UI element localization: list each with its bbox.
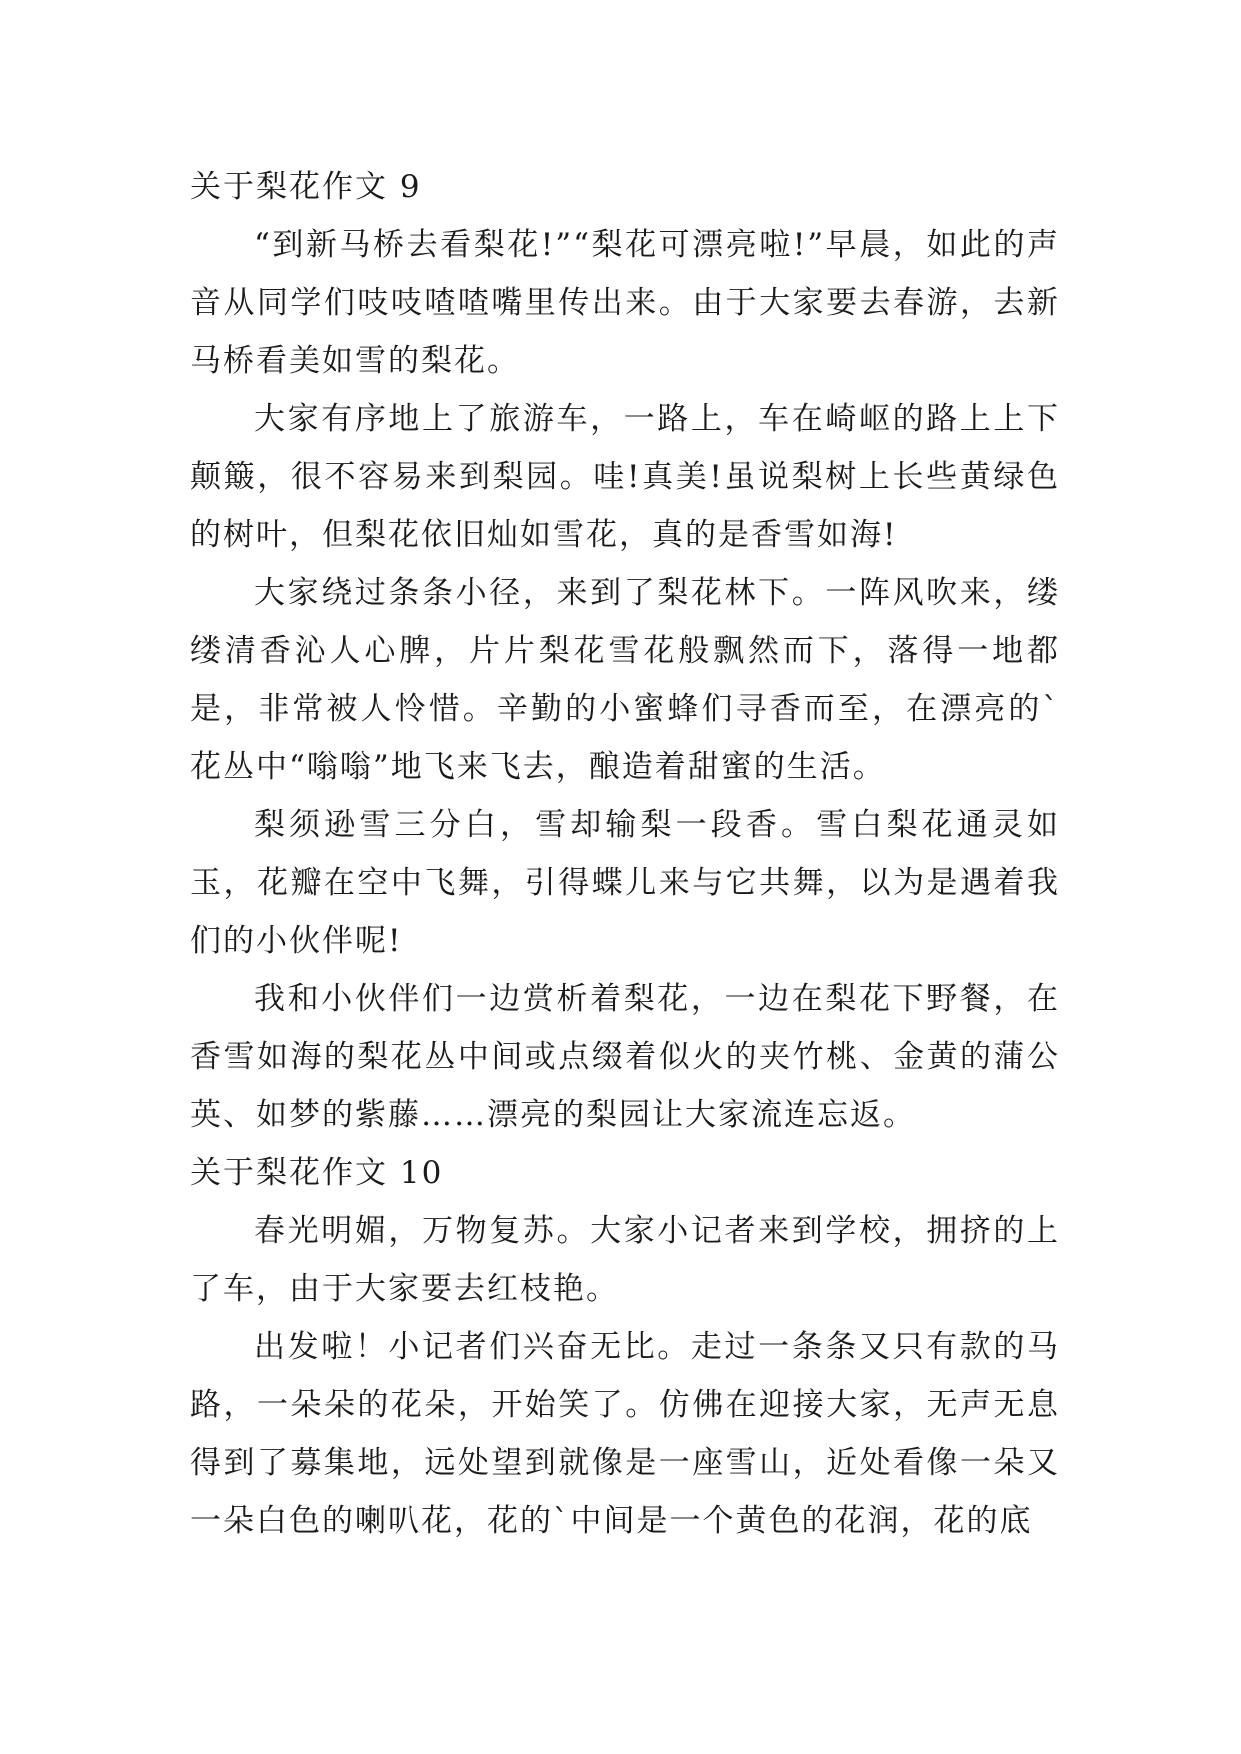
paragraph: 出发啦！小记者们兴奋无比。走过一条条又只有款的马路，一朵朵的花朵，开始笑了。仿佛在迎接大家，无声无息得到了募集地，远处望到就像是一座雪山，近处看像一朵又一朵白色的喇叭花，花的`中间是一个黄色的花润，花的底 [190,1329,1060,1539]
paragraph: 我和小伙伴们一边赏析着梨花，一边在梨花下野餐，在香雪如海的梨花丛中间或点缀着似火的夹竹桃、金黄的蒲公英、如梦的紫藤……漂亮的梨园让大家流连忘返。 [190,981,1060,1133]
document-body [190,158,1060,1550]
paragraph: 梨须逊雪三分白，雪却输梨一段香。雪白梨花通灵如玉，花瓣在空中飞舞，引得蝶儿来与它共舞，以为是遇着我们的小伙伴呢! [190,807,1060,959]
paragraph: “到新马桥去看梨花!”“梨花可漂亮啦!”早晨，如此的声音从同学们吱吱喳喳嘴里传出来。由于大家要去春游，去新马桥看美如雪的梨花。 [190,227,1060,379]
paragraph: 大家有序地上了旅游车，一路上，车在崎岖的路上上下颠簸，很不容易来到梨园。哇!真美!虽说梨树上长些黄绿色的树叶，但梨花依旧灿如雪花，真的是香雪如海! [190,401,1060,553]
section-title: 关于梨花作文 9 [190,169,422,205]
paragraph: 大家绕过条条小径，来到了梨花林下。一阵风吹来，缕缕清香沁人心脾，片片梨花雪花般飘然而下，落得一地都是，非常被人怜惜。辛勤的小蜜蜂们寻香而至，在漂亮的`花丛中“嗡嗡”地飞来飞去，酿造着甜蜜的生活。 [190,575,1060,785]
section-title: 关于梨花作文 10 [190,1155,444,1191]
paragraph: 春光明媚，万物复苏。大家小记者来到学校，拥挤的上了车，由于大家要去红枝艳。 [190,1213,1060,1307]
